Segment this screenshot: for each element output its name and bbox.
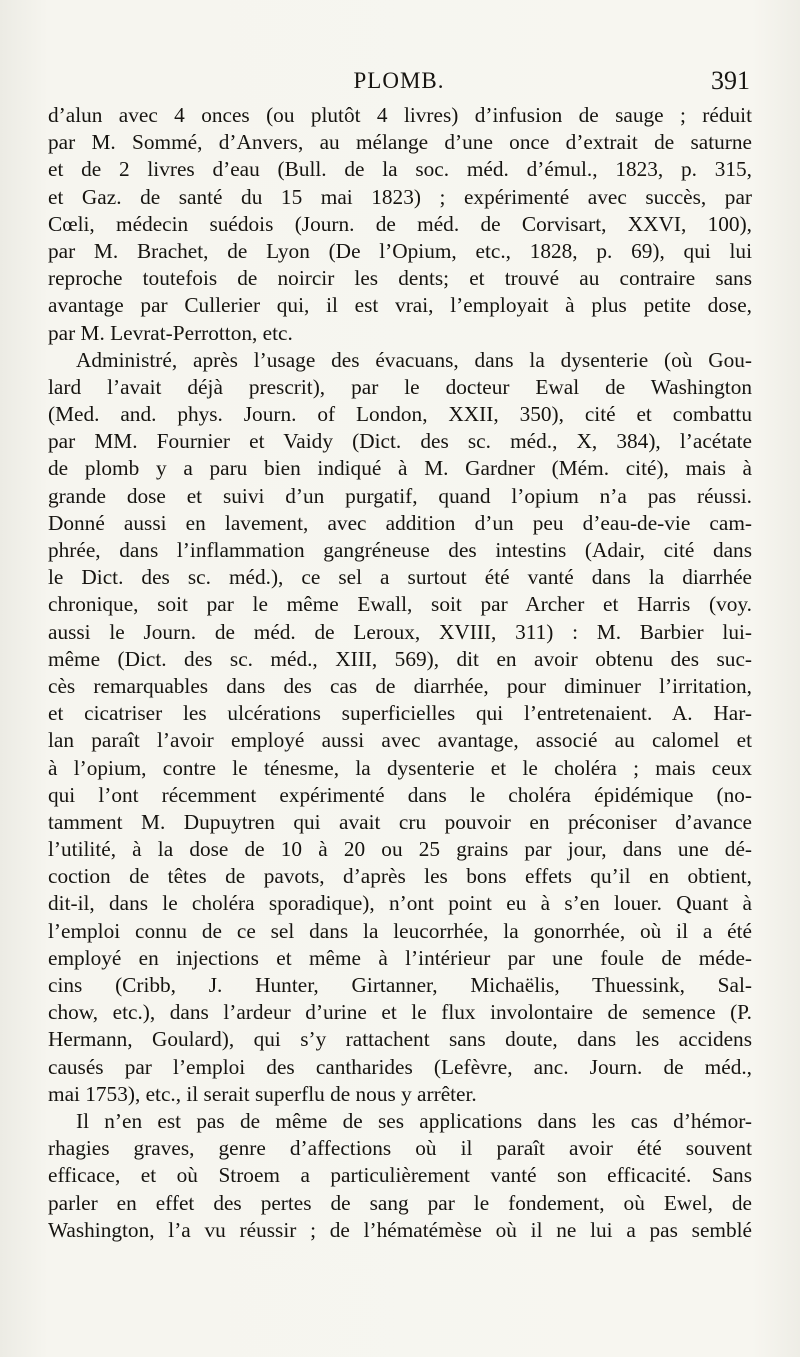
text-line: avantage par Cullerier qui, il est vrai, l’employait à plus petite dose, xyxy=(48,293,752,318)
text-line: Administré, après l’usage des évacuans, dans la dysenterie (où Gou- xyxy=(76,347,752,372)
text-line: tamment M. Dupuytren qui avait cru pouvoir en préconiser d’avance xyxy=(48,809,752,834)
text-line: même (Dict. des sc. méd., XIII, 569), dit en avoir obtenu des suc- xyxy=(48,646,752,671)
text-line: grande dose et suivi d’un purgatif, quand l’opium n’a pas réussi. xyxy=(48,483,752,508)
text-line: parler en effet des pertes de sang par le fondement, où Ewel, de xyxy=(48,1190,752,1215)
text-line: par M. Sommé, d’Anvers, au mélange d’une once d’extrait de saturne xyxy=(48,130,752,155)
text-line: coction de têtes de pavots, d’après les bons effets qu’il en obtient, xyxy=(48,864,752,889)
text-line: phrée, dans l’inflammation gangréneuse des intestins (Adair, cité dans xyxy=(48,538,752,562)
text-line: à l’opium, contre le ténesme, la dysenterie et le choléra ; mais ceux xyxy=(48,755,752,780)
text-line: d’alun avec 4 onces (ou plutôt 4 livres) d’infusion de sauge ; réduit xyxy=(48,103,752,127)
text-line: aussi le Journ. de méd. de Leroux, XVIII, 311) : M. Barbier lui- xyxy=(48,619,752,644)
text-line: et Gaz. de santé du 15 mai 1823) ; expérimenté avec succès, par xyxy=(48,184,752,209)
text-line: mai 1753), etc., il serait superflu de nous y arrêter. xyxy=(48,1081,477,1106)
text-line: reproche toutefois de noircir les dents; et trouvé au contraire sans xyxy=(48,266,752,291)
text-line: l’emploi connu de ce sel dans la leucorrhée, la gonorrhée, où il a été xyxy=(48,918,752,943)
running-title: PLOMB. xyxy=(353,68,445,93)
text-line: et de 2 livres d’eau (Bull. de la soc. méd. d’émul., 1823, p. 315, xyxy=(48,157,752,182)
text-line: chow, etc.), dans l’ardeur d’urine et le flux involontaire de semence (P. xyxy=(48,1000,752,1025)
text-line: par M. Brachet, de Lyon (De l’Opium, etc., 1828, p. 69), qui lui xyxy=(48,238,752,263)
page-body xyxy=(48,102,752,1244)
page-header xyxy=(48,66,750,102)
text-line: l’utilité, à la dose de 10 à 20 ou 25 grains par jour, dans une dé- xyxy=(48,837,752,862)
text-line: par M. Levrat-Perrotton, etc. xyxy=(48,320,293,345)
text-line: le Dict. des sc. méd.), ce sel a surtout été vanté dans la diarrhée xyxy=(48,565,752,590)
text-line: causés par l’emploi des cantharides (Lefèvre, anc. Journ. de méd., xyxy=(48,1054,752,1079)
text-line: par MM. Fournier et Vaidy (Dict. des sc. méd., X, 384), l’acétate xyxy=(48,429,752,454)
text-line: lan paraît l’avoir employé aussi avec avantage, associé au calomel et xyxy=(48,728,752,753)
text-line: Washington, l’a vu réussir ; de l’hématémèse où il ne lui a pas semblé xyxy=(48,1217,752,1242)
text-line: cins (Cribb, J. Hunter, Girtanner, Michaëlis, Thuessink, Sal- xyxy=(48,973,752,997)
text-line: efficace, et où Stroem a particulièrement vanté son efficacité. Sans xyxy=(48,1163,752,1188)
text-line: chronique, soit par le même Ewall, soit par Archer et Harris (voy. xyxy=(48,592,752,617)
text-line: Il n’en est pas de même de ses applications dans les cas d’hémor- xyxy=(76,1108,752,1133)
text-line: de plomb y a paru bien indiqué à M. Gardner (Mém. cité), mais à xyxy=(48,456,752,481)
text-line: et cicatriser les ulcérations superficielles qui l’entretenaient. A. Har- xyxy=(48,701,752,726)
text-line: Cœli, médecin suédois (Journ. de méd. de Corvisart, XXVI, 100), xyxy=(48,211,752,236)
text-line: dit-il, dans le choléra sporadique), n’ont point eu à s’en louer. Quant à xyxy=(48,891,752,916)
text-line: Donné aussi en lavement, avec addition d’un peu d’eau-de-vie cam- xyxy=(48,510,752,535)
page-number: 391 xyxy=(711,66,750,95)
text-line: employé en injections et même à l’intérieur par une foule de méde- xyxy=(48,945,752,970)
text-line: rhagies graves, genre d’affections où il paraît avoir été souvent xyxy=(48,1136,752,1161)
text-line: cès remarquables dans des cas de diarrhée, pour diminuer l’irritation, xyxy=(48,673,752,698)
text-line: Hermann, Goulard), qui s’y rattachent sans doute, dans les accidens xyxy=(48,1027,752,1052)
text-line: qui l’ont récemment expérimenté dans le choléra épidémique (no- xyxy=(48,782,752,807)
text-line: lard l’avait déjà prescrit), par le docteur Ewal de Washington xyxy=(48,374,752,399)
text-line: (Med. and. phys. Journ. of London, XXII, 350), cité et combattu xyxy=(48,402,752,427)
